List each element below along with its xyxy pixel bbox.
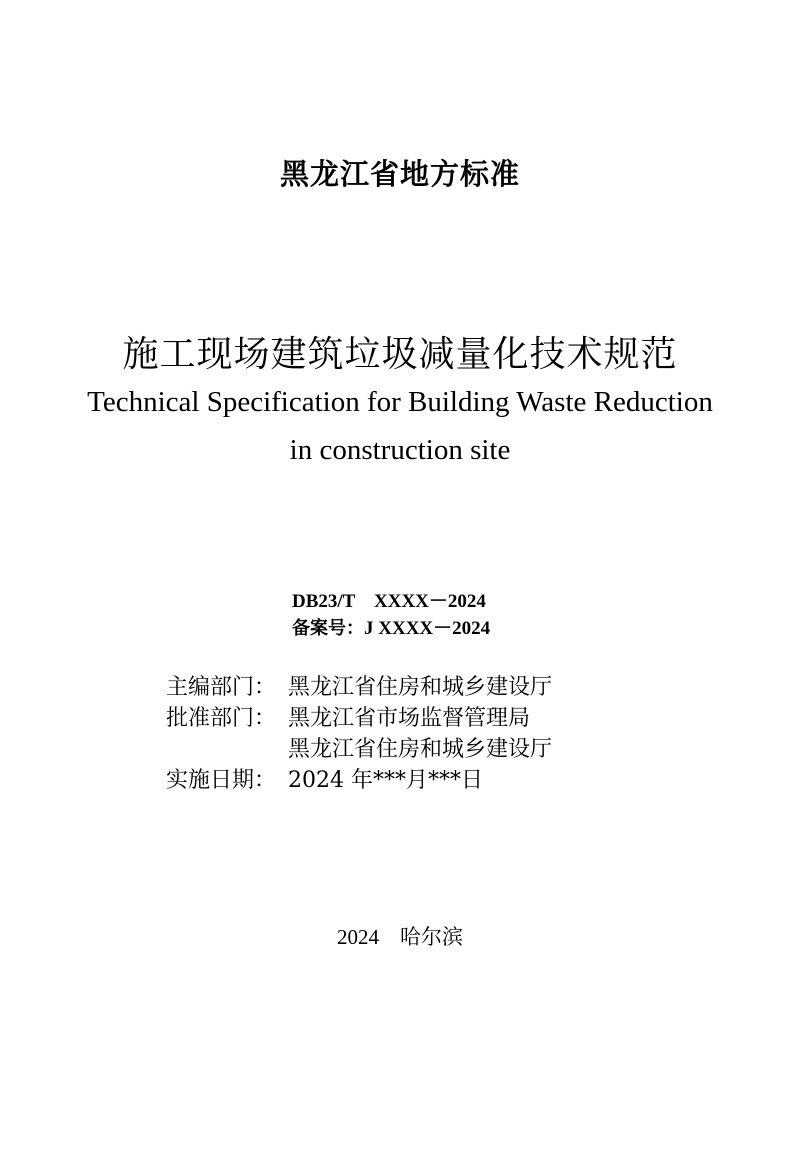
approver-department-value-2: 黑龙江省住房和城乡建设厅 xyxy=(288,737,553,762)
record-number-value: J XXXX－2024 xyxy=(364,618,491,639)
standard-type-heading: 黑龙江省地方标准 xyxy=(279,157,520,191)
implementation-date-row xyxy=(166,765,483,795)
publish-year-and-place: 2024 哈尔滨 xyxy=(337,925,463,949)
editor-department-label: 主编部门： xyxy=(166,675,277,700)
approver-department-row-2 xyxy=(166,734,552,764)
document-title-english-line-1: Technical Specification for Building Waste Reduction xyxy=(87,386,713,418)
standard-number: DB23/T XXXX－2024 xyxy=(292,591,486,612)
implementation-date-label: 实施日期： xyxy=(166,768,277,793)
implementation-date-value: 2024 年***月***日 xyxy=(288,768,483,793)
document-title-chinese: 施工现场建筑垃圾减量化技术规范 xyxy=(122,334,678,375)
document-title-english-line-2: in construction site xyxy=(289,434,511,466)
editor-department-value: 黑龙江省住房和城乡建设厅 xyxy=(288,675,553,700)
approver-department-row xyxy=(166,703,530,733)
editor-department-row xyxy=(166,672,552,702)
record-number-label: 备案号： xyxy=(292,618,364,639)
approver-department-value-1: 黑龙江省市场监督管理局 xyxy=(288,706,531,731)
record-number xyxy=(292,613,490,640)
approver-department-label: 批准部门： xyxy=(166,706,277,731)
